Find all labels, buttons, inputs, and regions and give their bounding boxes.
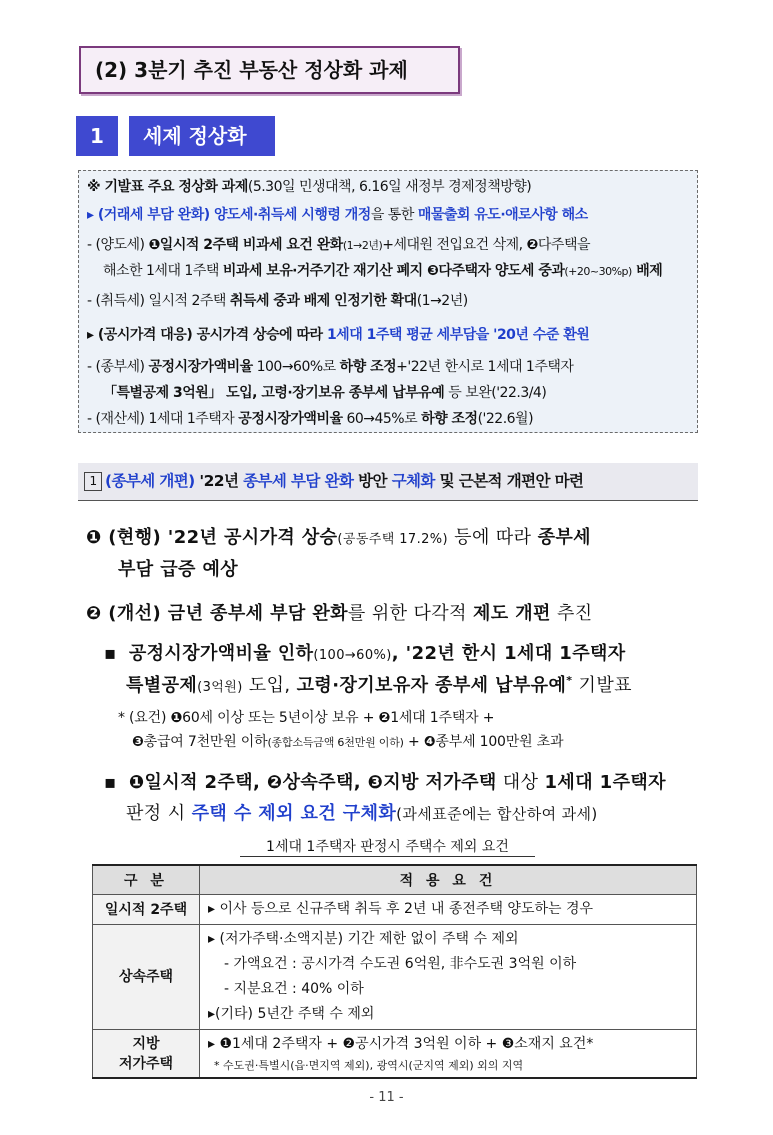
text-span: - (재산세) 1세대 1주택자: [87, 411, 239, 427]
text-span: 1세대 1주택자 +: [390, 710, 495, 726]
bullet-marker: ▪: [104, 643, 117, 664]
page-number: - 11 -: [369, 1090, 404, 1105]
text-span: 하향 조정: [421, 411, 478, 427]
value-line: ▸ (저가주택·소액지분) 기간 제한 없이 주택 수 제외: [208, 931, 519, 947]
subsection-heading: [78, 463, 698, 501]
row-label-line: 지방: [132, 1035, 160, 1052]
text-span: 60세 이상 또는 5년이상 보유 +: [182, 710, 379, 726]
number-bullet: ❶: [86, 527, 102, 548]
row-label-line: 저가주택: [118, 1055, 174, 1072]
text-span: * (요건): [118, 710, 171, 726]
paragraph-current-line-1: [86, 523, 591, 549]
text-span: ❸다주택자 양도세 중과: [422, 263, 565, 279]
text-span: - (양도세): [87, 237, 149, 253]
text-span: ❶일시적 2주택, ❷상속주택, ❸지방 저가주택: [128, 772, 497, 793]
text-span: +'22년 한시로 1세대 1주택자: [396, 359, 574, 375]
value-footnote: * 수도권·특별시(읍·면지역 제외), 광역시(군지역 제외) 외의 지역: [214, 1059, 524, 1072]
table-header-row: [93, 865, 697, 895]
text-span: 대상: [496, 772, 545, 793]
text-span: (종합소득금액 6천만원 이하): [267, 736, 404, 749]
text-span: ❶일시적 2주택 비과세 요건 완화: [148, 237, 343, 253]
boxed-number: 1: [84, 472, 102, 491]
value-line: - 가액요건 : 공시가격 수도권 6억원, 非수도권 3억원 이하: [224, 956, 577, 972]
value-line: ▸ ❶1세대 2주택자 + ❷공시가격 3억원 이하 + ❸소재지 요건*: [208, 1036, 594, 1052]
text-span: 등에 따라: [448, 527, 538, 548]
text-span: 1세대 1주택자: [544, 772, 666, 793]
section-title: 세제 정상화: [129, 116, 275, 156]
summary-line: [87, 288, 468, 314]
summary-line: [87, 322, 589, 348]
value-line: - 지분요건 : 40% 이하: [224, 981, 364, 997]
row-label: [93, 1030, 200, 1079]
footnote-line-2: [132, 731, 563, 751]
text-span: 기발표: [572, 675, 632, 696]
text-span: (1→2년): [416, 293, 468, 309]
number-bullet: ❹: [423, 734, 436, 750]
text-span: 제도 개편: [473, 603, 551, 624]
table-row: [93, 1030, 697, 1079]
footnote-mark: *: [566, 674, 573, 687]
text-span: 매물출회 유도·애로사항 해소: [417, 207, 588, 223]
text-span: - (취득세) 일시적 2주택: [87, 293, 230, 309]
row-value: [200, 1030, 697, 1079]
summary-line: [87, 406, 533, 432]
text-span: 주택 수 제외 요건 구체화: [191, 803, 397, 824]
text-span: 종부세 부담 완화: [243, 472, 354, 490]
text-span: 판정 시: [126, 803, 192, 824]
text-span: 1세대 1주택 평균 세부담을 '20년 수준 환원: [326, 327, 590, 343]
text-span: (종부세 개편): [105, 472, 195, 490]
text-span: (과세표준에는 합산하여 과세): [396, 805, 598, 823]
text-span: 구체화: [391, 472, 435, 490]
summary-line: [87, 354, 573, 380]
footnote-line-1: [118, 707, 494, 727]
text-span: 및 근본적 개편안 마련: [434, 472, 584, 490]
text-span: 종부세: [537, 527, 591, 548]
text-span: +세대원 전입요건 삭제,: [382, 237, 527, 253]
row-label: 상속주택: [93, 925, 200, 1030]
text-span: ('22.6월): [477, 411, 534, 427]
text-span: 공정시장가액비율: [238, 411, 343, 427]
text-span: 공정시장가액비율: [148, 359, 253, 375]
text-span: (개선) 금년 종부세 부담 완화: [101, 603, 348, 624]
paragraph-improvement: [86, 599, 593, 625]
text-span: 60→45%로: [342, 411, 422, 427]
text-span: 「특별공제 3억원」 도입, 고령·장기보유 종부세 납부유예: [103, 385, 445, 401]
text-span: - (종부세): [87, 359, 149, 375]
text-span: 을 통한: [370, 207, 418, 223]
text-span: 비과세 보유‧거주기간 재기산 폐지: [222, 263, 423, 279]
text-span: 다주택을: [537, 237, 590, 253]
number-bullet: ❶: [170, 710, 183, 726]
text-span: 를 위한 다각적: [347, 603, 473, 624]
text-span: (3억원): [197, 680, 243, 695]
bullet-2-line-1: [104, 768, 666, 794]
bullet-2-line-2: [126, 799, 598, 825]
text-span: 배제: [631, 263, 663, 279]
table-caption: 1세대 1주택자 판정시 주택수 제외 요건: [240, 838, 535, 857]
text-span: 추진: [550, 603, 593, 624]
summary-line: [103, 380, 546, 406]
text-span: (100→60%): [313, 648, 392, 663]
text-span: 등 보완('22.3/4): [444, 385, 547, 401]
text-span: ▸ (공시가격 대응) 공시가격 상승에 따라: [87, 327, 327, 343]
bullet-marker: ▪: [104, 772, 117, 793]
text-span: 100→60%로: [252, 359, 340, 375]
column-header: 구 분: [93, 865, 200, 895]
text-span: 해소한 1세대 1주택: [103, 263, 223, 279]
row-value: ▸ 이사 등으로 신규주택 취득 후 2년 내 종전주택 양도하는 경우: [200, 895, 697, 925]
summary-line: [87, 232, 590, 259]
text-span: 특별공제: [126, 675, 198, 696]
summary-heading: ※ 기발표 주요 정상화 과제: [87, 179, 248, 195]
text-span: 공정시장가액비율 인하: [128, 643, 314, 664]
summary-source: (5.30일 민생대책, 6.16일 새정부 경제정책방향): [247, 179, 532, 195]
text-span: +: [403, 734, 424, 750]
bullet-1-line-2: [126, 671, 632, 697]
row-label: 일시적 2주택: [93, 895, 200, 925]
number-bullet: ❸: [132, 734, 144, 750]
bullet-1-line-1: [104, 639, 626, 665]
text-span: '22년: [194, 472, 244, 490]
section-number: 1: [76, 116, 118, 156]
table-row: [93, 925, 697, 1030]
text-span: 방안: [353, 472, 392, 490]
number-bullet: ❷: [378, 710, 391, 726]
text-span: 고령·장기보유자 종부세 납부유예: [296, 675, 567, 696]
table-row: [93, 895, 697, 925]
text-span: ▸ (거래세 부담 완화) 양도세·취득세 시행령 개정: [87, 207, 371, 223]
text-span: (현행) '22년 공시가격 상승: [101, 527, 338, 548]
text-span: 종부세 100만원 초과: [435, 734, 564, 750]
requirements-table: [92, 864, 697, 1079]
summary-box: [78, 170, 698, 433]
text-span: 도입,: [242, 675, 297, 696]
text-span: (+20~30%p): [564, 265, 632, 278]
text-span: (1→2년): [342, 239, 383, 252]
value-line: ▸(기타) 5년간 주택 수 제외: [208, 1006, 375, 1022]
section-heading: (2) 3분기 추진 부동산 정상화 과제: [79, 46, 460, 94]
number-bullet: ❷: [86, 603, 102, 624]
summary-line: [87, 202, 588, 228]
text-span: 취득세 중과 배제 인정기한 확대: [229, 293, 417, 309]
text-span: ❷: [526, 237, 538, 253]
text-span: 하향 조정: [339, 359, 397, 375]
text-span: (공동주택 17.2%): [337, 532, 449, 547]
summary-line: [87, 174, 531, 200]
row-value: [200, 925, 697, 1030]
summary-line: [103, 258, 662, 285]
column-header: 적 용 요 건: [200, 865, 697, 895]
paragraph-current-line-2: 부담 급증 예상: [118, 559, 239, 580]
text-span: , '22년 한시 1세대 1주택자: [391, 643, 626, 664]
text-span: 총급여 7천만원 이하: [143, 734, 268, 750]
